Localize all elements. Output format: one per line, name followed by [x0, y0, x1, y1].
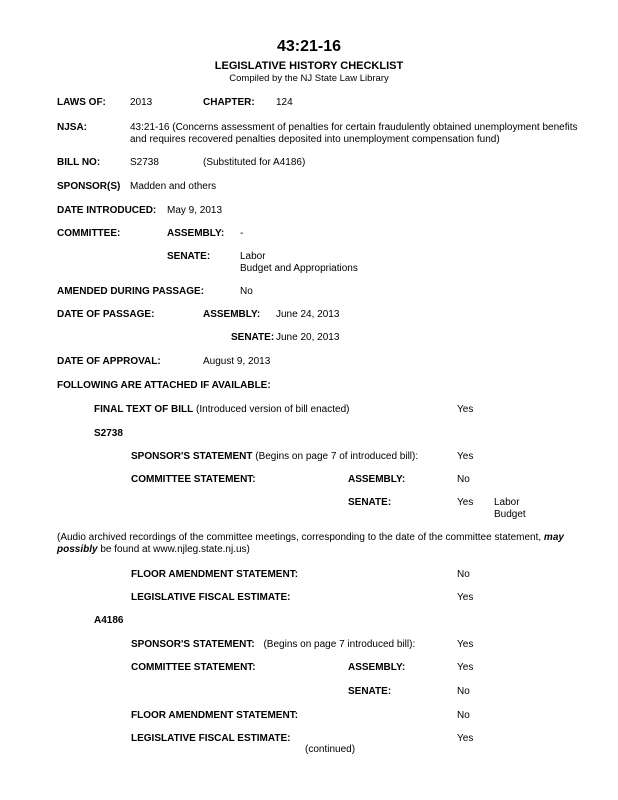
date-of-passage-label: DATE OF PASSAGE: — [57, 309, 155, 320]
a-committee-assembly-label: ASSEMBLY: — [348, 662, 406, 673]
committee-senate-label: SENATE: — [167, 251, 211, 262]
s-sponsor-row — [131, 451, 418, 463]
date-of-approval-label: DATE OF APPROVAL: — [57, 356, 161, 367]
date-introduced-label: DATE INTRODUCED: — [57, 205, 157, 216]
a-sponsor-row — [131, 639, 415, 651]
committee-assembly-label: ASSEMBLY: — [167, 228, 225, 239]
s-sponsor-note: (Begins on page 7 of introduced bill): — [255, 451, 419, 462]
committee-assembly-value: - — [240, 228, 244, 239]
bill-no-note: (Substituted for A4186) — [203, 157, 306, 168]
sponsor-label: SPONSOR(S) — [57, 181, 121, 192]
s-committee-senate-value: Yes — [457, 497, 474, 508]
a-sponsor-note: (Begins on page 7 introduced bill): — [263, 639, 416, 650]
final-text-row — [94, 404, 349, 416]
s-committee-assembly-value: No — [457, 474, 470, 485]
a-fiscal-label: LEGISLATIVE FISCAL ESTIMATE: — [131, 733, 291, 744]
passage-assembly-value: June 24, 2013 — [276, 309, 340, 320]
a-committee-senate-label: SENATE: — [348, 686, 392, 697]
committee-senate-value-2: Budget and Appropriations — [240, 263, 358, 274]
s-senate-committee-2: Budget — [494, 509, 526, 520]
a-floor-value: No — [457, 710, 470, 721]
s-senate-committee-1: Labor — [494, 497, 520, 508]
audio-note-emphasis: may possibly — [57, 532, 564, 555]
attached-heading: FOLLOWING ARE ATTACHED IF AVAILABLE: — [57, 380, 271, 391]
a-sponsor-label: SPONSOR'S STATEMENT: — [131, 639, 255, 650]
audio-note-post: be found at www.njleg.state.nj.us) — [97, 544, 250, 555]
laws-of-value: 2013 — [130, 97, 153, 108]
a-committee-senate-value: No — [457, 686, 470, 697]
s-committee-senate-label: SENATE: — [348, 497, 392, 508]
amended-value: No — [240, 286, 253, 297]
passage-senate-value: June 20, 2013 — [276, 332, 340, 343]
page-title: 43:21-16 — [276, 38, 342, 55]
s-sponsor-value: Yes — [457, 451, 474, 462]
document-subtitle: LEGISLATIVE HISTORY CHECKLIST — [214, 60, 404, 72]
passage-assembly-label: ASSEMBLY: — [203, 309, 261, 320]
final-text-value: Yes — [457, 404, 474, 415]
committee-senate-value-1: Labor — [240, 251, 266, 262]
compiled-by: Compiled by the NJ State Law Library — [229, 73, 389, 84]
passage-senate-label: SENATE: — [231, 332, 275, 343]
continued-note: (continued) — [305, 744, 356, 755]
a-committee-assembly-value: Yes — [457, 662, 474, 673]
amended-label: AMENDED DURING PASSAGE: — [57, 286, 205, 297]
s-committee-assembly-label: ASSEMBLY: — [348, 474, 406, 485]
audio-note — [57, 532, 602, 556]
a-committee-label: COMMITTEE STATEMENT: — [131, 662, 256, 673]
njsa-value: 43:21-16 (Concerns assessment of penalties for certain fraudulently obtained unemployment benefits and requires recovered penalties deposited into unemployment compensation fund) — [130, 122, 578, 145]
chapter-label: CHAPTER: — [203, 97, 255, 108]
s-fiscal-value: Yes — [457, 592, 474, 603]
s-bill-id: S2738 — [94, 428, 123, 439]
audio-note-pre: (Audio archived recordings of the committee meetings, corresponding to the date of the committee statement, — [57, 532, 544, 543]
bill-no-label: BILL NO: — [57, 157, 101, 168]
s-committee-label: COMMITTEE STATEMENT: — [131, 474, 256, 485]
committee-label: COMMITTEE: — [57, 228, 121, 239]
final-text-label: FINAL TEXT OF BILL — [94, 404, 194, 415]
s-floor-label: FLOOR AMENDMENT STATEMENT: — [131, 569, 299, 580]
chapter-value: 124 — [276, 97, 293, 108]
date-introduced-value: May 9, 2013 — [167, 205, 223, 216]
bill-no-value: S2738 — [130, 157, 159, 168]
a-bill-id: A4186 — [94, 615, 124, 626]
s-sponsor-label: SPONSOR'S STATEMENT — [131, 451, 253, 462]
a-floor-label: FLOOR AMENDMENT STATEMENT: — [131, 710, 299, 721]
s-floor-value: No — [457, 569, 470, 580]
s-fiscal-label: LEGISLATIVE FISCAL ESTIMATE: — [131, 592, 291, 603]
sponsor-value: Madden and others — [130, 181, 217, 192]
a-fiscal-value: Yes — [457, 733, 474, 744]
njsa-label: NJSA: — [57, 122, 88, 133]
laws-of-label: LAWS OF: — [57, 97, 106, 108]
final-text-note: (Introduced version of bill enacted) — [196, 404, 350, 415]
date-of-approval-value: August 9, 2013 — [203, 356, 271, 367]
a-sponsor-value: Yes — [457, 639, 474, 650]
